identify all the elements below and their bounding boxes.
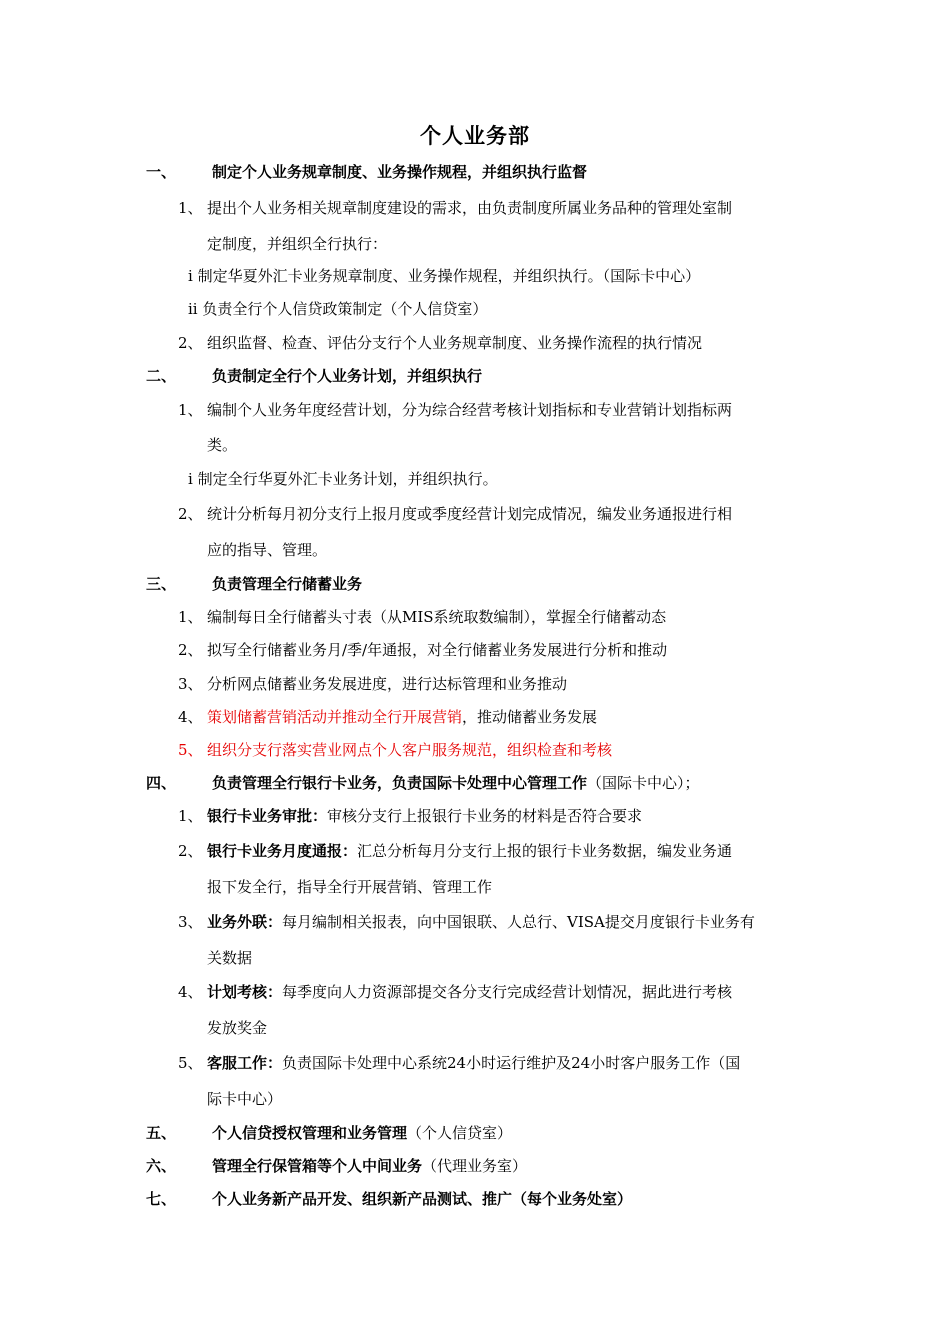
section-number: 七、	[146, 1190, 177, 1208]
item-number: 1、	[178, 401, 203, 419]
sub-item-text: ii 负责全行个人信贷政策制定（个人信贷室）	[188, 300, 488, 318]
page-title: 个人业务部	[420, 123, 530, 148]
item-text-rest: 汇总分析每月分支行上报的银行卡业务数据，编发业务通	[357, 842, 733, 860]
item-text	[207, 841, 732, 861]
item-text: 编制个人业务年度经营计划，分为综合经营考核计划指标和专业营销计划指标两	[207, 401, 733, 419]
section-number: 二、	[146, 367, 177, 385]
section-number: 五、	[146, 1124, 177, 1142]
item-text: 定制度，并组织全行执行：	[207, 235, 388, 253]
section-title-bold: 个人信贷授权管理和业务管理	[212, 1124, 408, 1142]
section-title: 制定个人业务规章制度、业务操作规程，并组织执行监督	[212, 163, 588, 181]
section-number: 四、	[146, 774, 177, 792]
item-text-rest: ，推动储蓄业务发展	[462, 708, 598, 726]
section-title-bold: 管理全行保管箱等个人中间业务	[212, 1157, 423, 1175]
item-text: 类。	[207, 436, 238, 454]
item-text: 统计分析每月初分支行上报月度或季度经营计划完成情况，编发业务通报进行相	[207, 505, 733, 523]
item-text	[207, 707, 597, 727]
item-number: 5、	[178, 1054, 203, 1072]
section-number: 三、	[146, 575, 177, 593]
item-text-rest: 每月编制相关报表，向中国银联、人总行、VISA提交月度银行卡业务有	[282, 913, 755, 931]
item-text: 际卡中心）	[207, 1090, 283, 1108]
section-title-note: （个人信贷室）	[407, 1124, 513, 1142]
section-number: 一、	[146, 163, 177, 181]
item-number: 3、	[178, 675, 203, 693]
section-number: 六、	[146, 1157, 177, 1175]
item-text	[207, 1053, 740, 1073]
sub-item-text: i 制定全行华夏外汇卡业务计划，并组织执行。	[188, 470, 498, 488]
item-number: 1、	[178, 807, 203, 825]
item-text: 组织监督、检查、评估分支行个人业务规章制度、业务操作流程的执行情况	[207, 334, 703, 352]
item-number: 2、	[178, 334, 203, 352]
sub-item-text: i 制定华夏外汇卡业务规章制度、业务操作规程，并组织执行。（国际卡中心）	[188, 267, 701, 285]
item-text: 分析网点储蓄业务发展进度，进行达标管理和业务推动	[207, 675, 568, 693]
item-number: 4、	[178, 708, 203, 726]
section-title-note: （代理业务室）	[422, 1157, 528, 1175]
item-text: 拟写全行储蓄业务月/季/年通报，对全行储蓄业务发展进行分析和推动	[207, 641, 668, 659]
section-title	[212, 1156, 527, 1176]
item-text	[207, 982, 732, 1002]
item-number: 1、	[178, 199, 203, 217]
item-text-rest: 负责国际卡处理中心系统24小时运行维护及24小时客户服务工作（国	[282, 1054, 741, 1072]
item-text: 关数据	[207, 949, 253, 967]
section-title	[212, 1123, 512, 1143]
highlighted-text: 策划储蓄营销活动并推动全行开展营销	[207, 708, 463, 726]
item-number: 3、	[178, 913, 203, 931]
section-title	[212, 773, 700, 793]
item-number: 1、	[178, 608, 203, 626]
item-text-rest: 审核分支行上报银行卡业务的材料是否符合要求	[327, 807, 643, 825]
highlighted-text: 组织分支行落实营业网点个人客户服务规范，组织检查和考核	[207, 741, 613, 759]
item-text-rest: 每季度向人力资源部提交各分支行完成经营计划情况，据此进行考核	[282, 983, 733, 1001]
item-number: 4、	[178, 983, 203, 1001]
item-text: 提出个人业务相关规章制度建设的需求，由负责制度所属业务品种的管理处室制	[207, 199, 733, 217]
item-number: 2、	[178, 842, 203, 860]
item-number: 2、	[178, 641, 203, 659]
item-text: 发放奖金	[207, 1019, 268, 1037]
section-title: 个人业务新产品开发、组织新产品测试、推广（每个业务处室）	[212, 1190, 633, 1208]
item-number: 2、	[178, 505, 203, 523]
item-label: 银行卡业务审批：	[207, 807, 328, 825]
item-text	[207, 806, 642, 826]
item-number: 5、	[178, 741, 203, 759]
item-text	[207, 912, 755, 932]
section-title: 负责制定全行个人业务计划，并组织执行	[212, 367, 483, 385]
section-title: 负责管理全行储蓄业务	[212, 575, 363, 593]
item-text: 报下发全行，指导全行开展营销、管理工作	[207, 878, 493, 896]
section-title-note: （国际卡中心）；	[587, 774, 700, 792]
item-label: 计划考核：	[207, 983, 283, 1001]
item-label: 业务外联：	[207, 913, 283, 931]
section-title-bold: 负责管理全行银行卡业务，负责国际卡处理中心管理工作	[212, 774, 588, 792]
item-text: 编制每日全行储蓄头寸表（从MIS系统取数编制），掌握全行储蓄动态	[207, 608, 667, 626]
item-label: 客服工作：	[207, 1054, 283, 1072]
item-text: 应的指导、管理。	[207, 541, 328, 559]
item-label: 银行卡业务月度通报：	[207, 842, 358, 860]
